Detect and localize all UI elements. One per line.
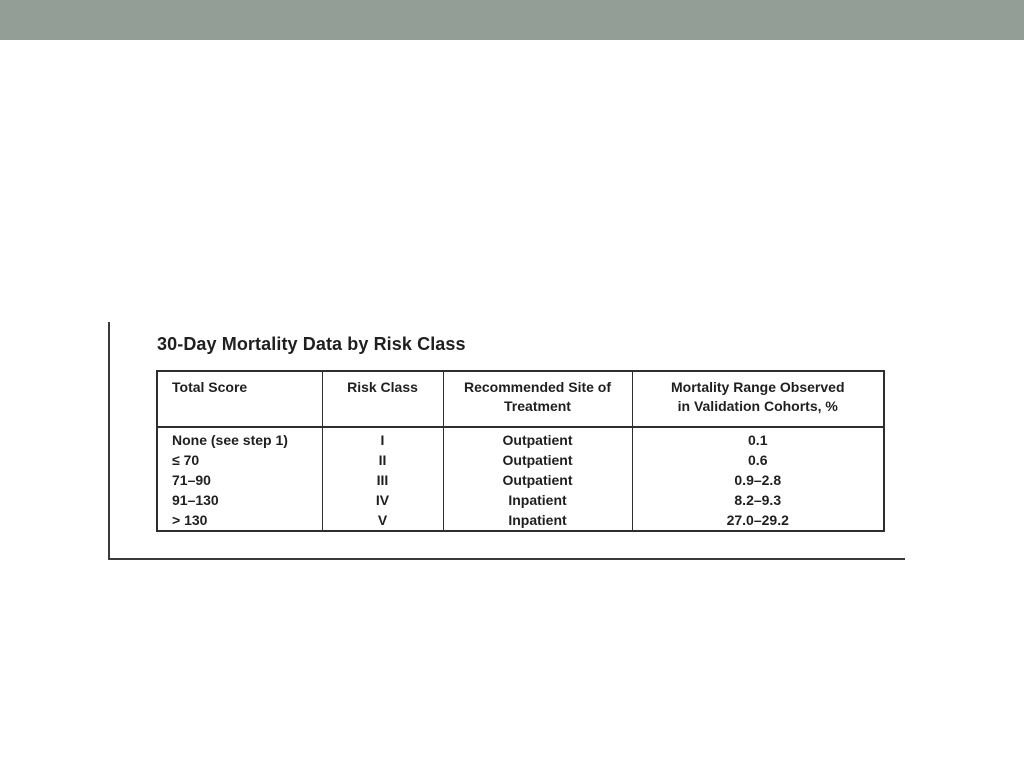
cell-total-score: ≤ 70 <box>172 452 200 468</box>
header-site-of-treatment <box>443 371 632 427</box>
cell-mortality: 0.1 <box>748 432 768 448</box>
column-total-score <box>157 427 322 531</box>
column-mortality-range <box>632 427 884 531</box>
cell-site: Inpatient <box>508 512 567 528</box>
header-mortality-line2: in Validation Cohorts, % <box>677 398 838 414</box>
header-site-line1: Recommended Site of <box>463 379 612 395</box>
cell-mortality: 0.6 <box>748 452 768 468</box>
header-site-line2: Treatment <box>504 398 571 414</box>
header-mortality-line1: Mortality Range Observed <box>671 379 845 395</box>
cell-mortality: 0.9–2.8 <box>734 472 782 488</box>
table-title: 30-Day Mortality Data by Risk Class <box>157 334 466 354</box>
cell-risk-class: II <box>378 452 387 468</box>
cell-risk-class: III <box>376 472 389 488</box>
cell-site: Inpatient <box>508 492 567 508</box>
cell-site: Outpatient <box>502 472 573 488</box>
header-risk-class <box>322 371 443 427</box>
column-site-of-treatment <box>443 427 632 531</box>
header-total-score <box>157 371 322 427</box>
header-mortality-range <box>632 371 884 427</box>
cell-risk-class: IV <box>375 492 390 508</box>
cell-risk-class: I <box>380 432 385 448</box>
cell-total-score: None (see step 1) <box>172 432 288 448</box>
slide-header-bar <box>0 0 1024 40</box>
cell-total-score: 91–130 <box>172 492 219 508</box>
header-total-score-label: Total Score <box>172 379 248 395</box>
cell-total-score: > 130 <box>172 512 208 528</box>
table-body <box>157 427 884 531</box>
table-header-row <box>157 371 884 427</box>
cell-total-score: 71–90 <box>172 472 211 488</box>
header-risk-class-label: Risk Class <box>347 379 418 395</box>
cell-site: Outpatient <box>502 432 573 448</box>
column-risk-class <box>322 427 443 531</box>
cell-mortality: 27.0–29.2 <box>726 512 789 528</box>
cell-risk-class: V <box>377 512 388 528</box>
cell-site: Outpatient <box>502 452 573 468</box>
cell-mortality: 8.2–9.3 <box>734 492 782 508</box>
mortality-table <box>156 370 885 532</box>
